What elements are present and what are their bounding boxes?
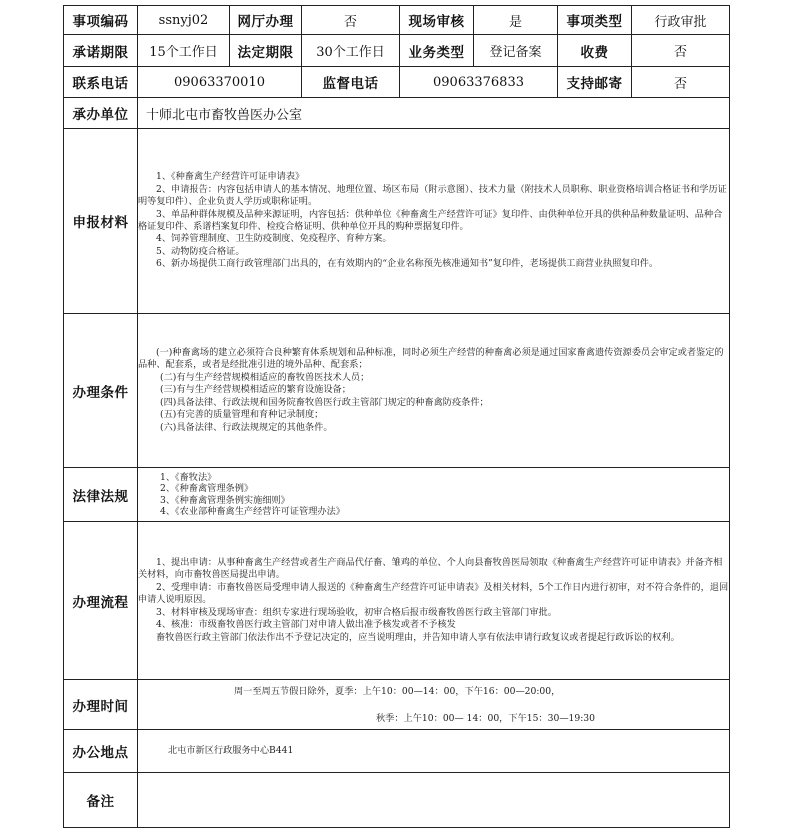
item-code-label: 事项编码 bbox=[64, 6, 138, 35]
hours-autumn: 秋季：上午10：00— 14：00，下午15：30—19:30 bbox=[376, 712, 595, 724]
hours-content bbox=[138, 680, 730, 730]
process-content bbox=[138, 522, 730, 680]
row-hours bbox=[64, 680, 730, 730]
legal-period-label: 法定期限 bbox=[230, 35, 302, 67]
row-laws bbox=[64, 468, 730, 522]
mail-support-value: 否 bbox=[632, 67, 730, 98]
laws-item: 1、《畜牧法》 bbox=[160, 471, 217, 483]
materials-item: 6、新办场提供工商行政管理部门出具的，在有效期内的“企业名称预先核准通知书”复印件，老场提供工商营业执照复印件。 bbox=[156, 258, 659, 270]
materials-item: 5、动物防疫合格证。 bbox=[156, 245, 245, 257]
materials-item: 3、单品种群体规模及品种来源证明，内容包括：供种单位《种畜禽生产经营许可证》复印件、由供种单位开具的供种品种数量证明、品种合格证复印件、系谱档案复印件、检疫合格证明、供种单位开具的购种票据复印件。 bbox=[138, 208, 723, 232]
materials-label: 申报材料 bbox=[64, 129, 138, 314]
item-type-label: 事项类型 bbox=[558, 6, 632, 35]
office-label: 办公地点 bbox=[64, 730, 138, 773]
service-info-table bbox=[63, 5, 730, 828]
promise-period-label: 承诺期限 bbox=[64, 35, 138, 67]
row-unit bbox=[64, 98, 730, 129]
business-type-value: 登记备案 bbox=[474, 35, 558, 67]
contact-phone-label: 联系电话 bbox=[64, 67, 138, 98]
row-remark bbox=[64, 773, 730, 828]
item-code-value: ssnyj02 bbox=[138, 6, 230, 35]
row-conditions bbox=[64, 314, 730, 468]
item-type-value: 行政审批 bbox=[632, 6, 730, 35]
process-item: 1、提出申请：从事种畜禽生产经营或者生产商品代仔畜、雏鸡的单位、个人向县畜牧兽医局领取《种畜禽生产经营许可证申请表》并备齐相关材料，向市畜牧兽医局提出申请。 bbox=[138, 557, 723, 581]
laws-item: 4、《农业部种畜禽生产经营许可证管理办法》 bbox=[160, 506, 345, 517]
online-handling-label: 网厅办理 bbox=[230, 6, 302, 35]
onsite-review-label: 现场审核 bbox=[400, 6, 474, 35]
row-basic-1 bbox=[64, 6, 730, 35]
remark-value bbox=[138, 773, 730, 828]
conditions-content bbox=[138, 314, 730, 468]
business-type-label: 业务类型 bbox=[400, 35, 474, 67]
supervise-phone-label: 监督电话 bbox=[302, 67, 400, 98]
conditions-item: (六)具备法律、行政法规规定的其他条件。 bbox=[160, 421, 333, 433]
handling-unit-value: 十师北屯市畜牧兽医办公室 bbox=[138, 98, 730, 129]
conditions-item: (五)有完善的质量管理和育种记录制度； bbox=[160, 409, 324, 421]
mail-support-label: 支持邮寄 bbox=[558, 67, 632, 98]
materials-content bbox=[138, 129, 730, 314]
conditions-item: (三)有与生产经营规模相适应的繁育设施设备； bbox=[160, 384, 351, 396]
row-office bbox=[64, 730, 730, 773]
laws-content bbox=[138, 468, 730, 522]
laws-label: 法律法规 bbox=[64, 468, 138, 522]
row-basic-2 bbox=[64, 35, 730, 67]
online-handling-value: 否 bbox=[302, 6, 400, 35]
conditions-item: (一)种畜禽场的建立必须符合良种繁育体系规划和品种标准，同时必须生产经营的种畜禽必须是通过国家畜禽遗传资源委员会审定或者鉴定的品种、配套系，或者是经批准引进的境外品种、配套系； bbox=[138, 347, 724, 371]
row-process bbox=[64, 522, 730, 680]
onsite-review-value: 是 bbox=[474, 6, 558, 35]
fee-label: 收费 bbox=[558, 35, 632, 67]
conditions-item: (二)有与生产经营规模相适应的畜牧兽医技术人员； bbox=[160, 371, 370, 383]
hours-summer: 周一至周五节假日除外，夏季：上午10：00—14：00，下午16：00—20:00， bbox=[234, 686, 561, 698]
process-item: 4、核准：市级畜牧兽医行政主管部门对申请人做出准予核发或者不予核发 bbox=[156, 619, 456, 631]
materials-item: 1、《种畜禽生产经营许可证申请表》 bbox=[156, 171, 305, 183]
materials-item: 2、申请报告：内容包括申请人的基本情况、地理位置、场区布局（附示意图）、技术力量（附技术人员职称、职业资格培训合格证书和学历证明等复印件）、企业负责人学历或职称证明。 bbox=[138, 183, 727, 208]
conditions-item: (四)具备法律、行政法规和国务院畜牧兽医行政主管部门规定的种畜禽防疫条件； bbox=[160, 396, 489, 408]
row-basic-3 bbox=[64, 67, 730, 98]
row-materials bbox=[64, 129, 730, 314]
process-item: 3、材料审核及现场审查：组织专家进行现场验收，初审合格后报市级畜牧兽医行政主管部门审批。 bbox=[156, 606, 557, 618]
legal-period-value: 30个工作日 bbox=[302, 35, 400, 67]
materials-item: 4、饲养管理制度、卫生防疫制度、免疫程序、育种方案。 bbox=[156, 233, 392, 245]
conditions-label: 办理条件 bbox=[64, 314, 138, 468]
hours-label: 办理时间 bbox=[64, 680, 138, 730]
fee-value: 否 bbox=[632, 35, 730, 67]
remark-label: 备注 bbox=[64, 773, 138, 828]
process-label: 办理流程 bbox=[64, 522, 138, 680]
process-item: 畜牧兽医行政主管部门依法作出不予登记决定的，应当说明理由，并告知申请人享有依法申请行政复议或者提起行政诉讼的权利。 bbox=[156, 631, 680, 643]
contact-phone-value: 09063370010 bbox=[138, 67, 302, 98]
promise-period-value: 15个工作日 bbox=[138, 35, 230, 67]
handling-unit-label: 承办单位 bbox=[64, 98, 138, 129]
process-item: 2、受理申请：市畜牧兽医局受理申请人报送的《种畜禽生产经营许可证申请表》及相关材料，5个工作日内进行初审，对不符合条件的，退回申请人说明原因。 bbox=[138, 581, 729, 606]
office-address: 北屯市新区行政服务中心B441 bbox=[138, 730, 730, 773]
laws-item: 2、《种畜禽管理条例》 bbox=[160, 483, 254, 494]
supervise-phone-value: 09063376833 bbox=[400, 67, 558, 98]
laws-item: 3、《种畜禽管理条例实施细则》 bbox=[160, 494, 290, 506]
